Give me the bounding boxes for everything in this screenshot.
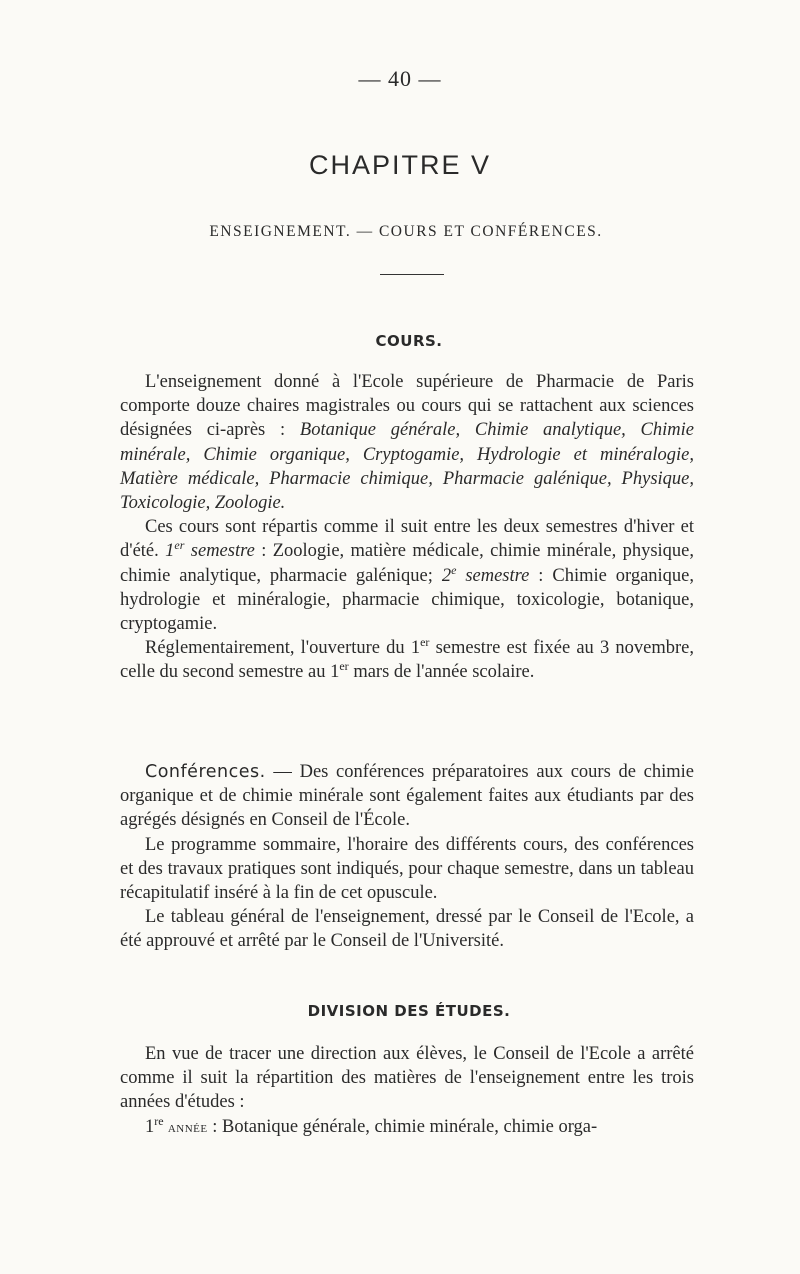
text: : Botanique générale, chimie minérale, chimie orga- — [207, 1116, 598, 1137]
text: mars de l'année scolaire. — [348, 662, 535, 683]
superscript: er — [174, 538, 185, 553]
section-heading-cours: COURS. — [375, 332, 443, 350]
text: L'enseignement donné à l'Ecole supérieure de Pharmacie de Paris comporte douze chaires magistrales ou cours qui se rattachent aux sciences désignées ci-après : — [120, 372, 694, 441]
text: : Chimie organique, hydrologie et minéralogie, pharmacie chimique, toxicologie, botanique, cryptogamie. — [120, 565, 695, 635]
paragraph-semesters — [120, 515, 694, 636]
division-section — [120, 1042, 694, 1140]
section-heading-division: DIVISION DES ÉTUDES. — [307, 1002, 511, 1020]
paragraph-cours-intro — [120, 370, 694, 515]
chapter-subtitle: ENSEIGNEMENT. — COURS ET CONFÉRENCES. — [209, 223, 603, 240]
text: : Zoologie, matière médicale, chimie minérale, physique, chimie analytique, pharmacie galénique; — [120, 541, 694, 586]
text: Ces cours sont répartis comme il suit entre les deux semestres d'hiver et d'été. — [120, 517, 694, 562]
text: 1 — [145, 1116, 155, 1137]
year-label: année — [163, 1119, 208, 1136]
text: semestre est fixée au 3 novembre, celle du second semestre au 1 — [120, 638, 694, 683]
paragraph-conferences — [120, 760, 694, 833]
paragraph-tableau: Le tableau général de l'enseignement, dressé par le Conseil de l'Ecole, a été approuvé et arrêté par le Conseil de l'Université. — [120, 907, 694, 952]
superscript: e — [451, 562, 457, 577]
paragraph-calendar — [120, 636, 694, 684]
course-list: Botanique générale, Chimie analytique, Chimie minérale, Chimie organique, Cryptogamie, Hydrologie et minéralogie, Matière médicale, Pharmacie chimique, Pharmacie galénique, Physique, Toxicologie, Zoologie. — [120, 420, 694, 514]
superscript: er — [339, 659, 349, 674]
page-number: — 40 — — [358, 66, 442, 91]
paragraph-programme: Le programme sommaire, l'horaire des différents cours, des conférences et des travaux pratiques sont indiqués, pour chaque semestre, dans un tableau récapitulatif inséré à la fin de cet opuscule. — [120, 834, 694, 904]
chapter-title: CHAPITRE V — [308, 150, 492, 180]
paragraph-first-year — [120, 1115, 694, 1140]
superscript: re — [154, 1113, 164, 1128]
text: Réglementairement, l'ouverture du 1 — [145, 638, 421, 659]
text: semestre — [456, 565, 530, 586]
text: 1 — [165, 541, 175, 562]
paragraph-division: En vue de tracer une direction aux élèves, le Conseil de l'Ecole a arrêté comme il suit la répartition des matières de l'enseignement entre les trois années d'études : — [120, 1044, 694, 1113]
conferences-lead: Conférences. — [145, 762, 266, 782]
text: semestre — [184, 541, 255, 562]
text: 2 — [441, 565, 452, 586]
superscript: er — [420, 635, 430, 650]
semester-2-label — [441, 562, 530, 586]
text: — Des conférences préparatoires aux cours de chimie organique et de chimie minérale sont également faites aux étudiants par des agrégés désignés en Conseil de l'École. — [120, 762, 694, 831]
section-divider — [380, 274, 444, 275]
conferences-section — [120, 760, 694, 954]
cours-section — [120, 370, 694, 685]
semester-1-label — [165, 538, 255, 562]
